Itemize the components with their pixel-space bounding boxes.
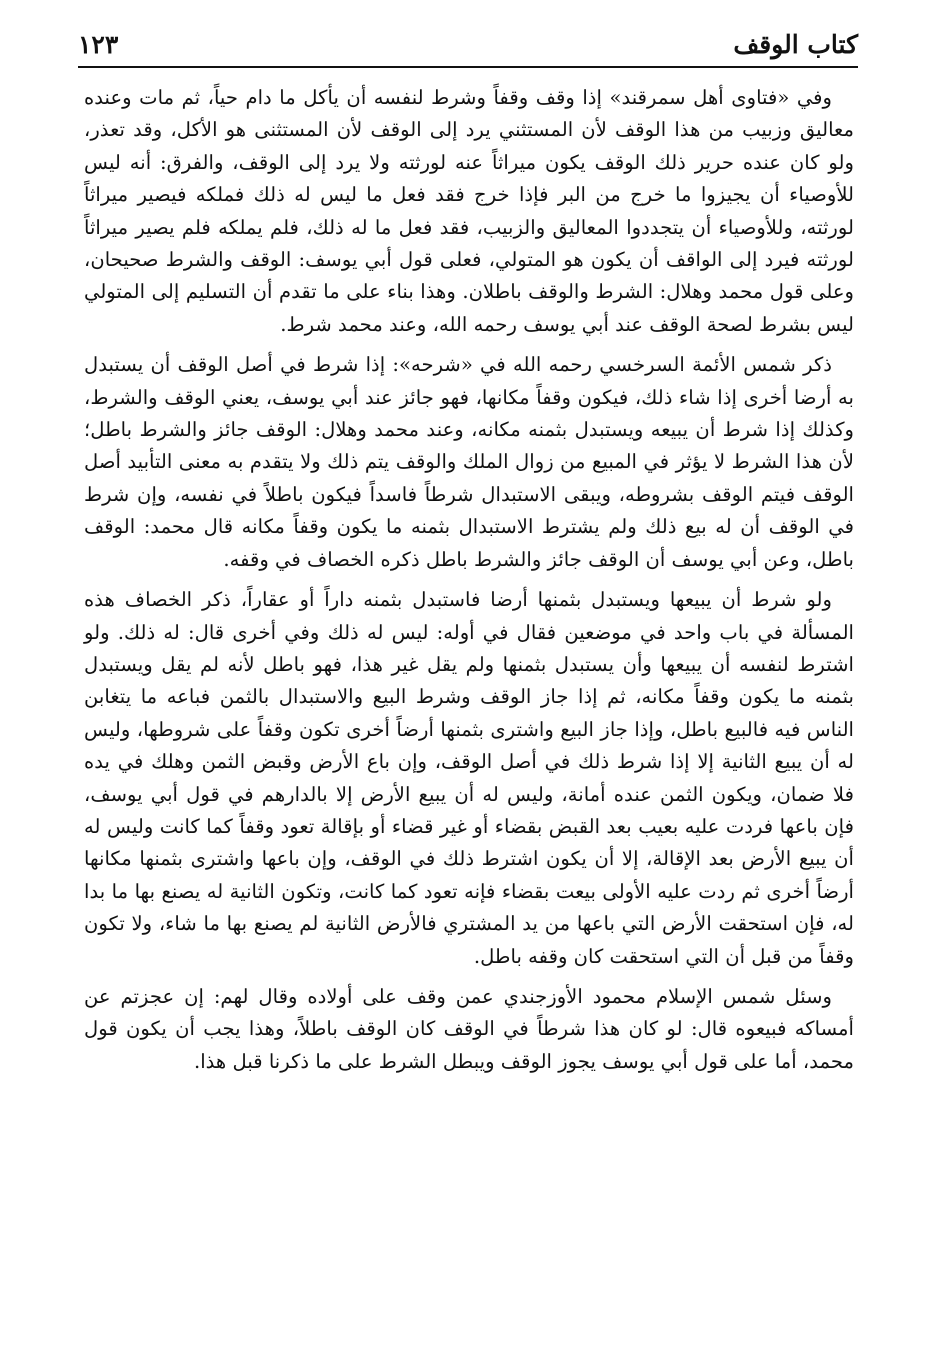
header-rule xyxy=(78,66,858,68)
paragraph: وسئل شمس الإسلام محمود الأوزجندي عمن وقف على أولاده وقال لهم: إن عجزتم عن أمساكه فبيعوه قال: لو كان هذا شرطاً في الوقف كان الوقف باطلاً، وهذا يجب أن يكون قول محمد، أما على قول أبي يوسف يجوز الوقف ويبطل الشرط على ما ذكرنا قبل هذا. xyxy=(84,984,854,1073)
page-number: ١٢٣ xyxy=(78,30,119,59)
paragraph: ذكر شمس الأئمة السرخسي رحمه الله في «شرحه»: إذا شرط في أصل الوقف أن يستبدل به أرضا أخرى إذا شاء ذلك، فيكون وقفاً مكانها، فهو جائز عند أبي يوسف، يعني الوقف والشرط، وكذلك إذا شرط أن يبيعه ويستبدل بثمنه مكانه، وعند محمد وهلال: الوقف جائز والشرط باطل؛ لأن هذا الشرط لا يؤثر في المبيع من زوال الملك والوقف يتم ذلك ولا يتقدم به معنى التأبيد أصل الوقف فيتم الوقف بشروطه، ويبقى الاستبدال شرطاً فاسداً فيكون باطلاً في نفسه، وإن شرط في الوقف أن له بيع ذلك ولم يشترط الاستبدال بثمنه ما يكون وقفاً مكانه قال محمد: الوقف باطل، وعن أبي يوسف أن الوقف جائز والشرط باطل ذكره الخصاف في وقفه. xyxy=(84,353,854,571)
paragraph: وفي «فتاوى أهل سمرقند» إذا وقف وقفاً وشرط لنفسه أن يأكل ما دام حياً، ثم مات وعنده معاليق وزبيب من هذا الوقف لأن المستثني يرد إلى الوقف لأن المستثنى هو الأكل، وقد تعذر، ولو كان عنده حرير ذلك الوقف يكون ميراثاً عنه لورثته ولا يرد إلى الوقف، والفرق: أنه ليس للأوصياء أن يجيزوا ما خرج من البر فإذا خرج فقد فعل ما ليس له ذلك فملكه فيصير ميراثاً لورثته، وللأوصياء أن يتجددوا المعاليق والزبيب، فقد فعل ما له ذلك، فلم يملكه فلم يصير ميراثاً لورثته فيرد إلى الواقف أن يكون هو المتولي، فعلى قول أبي يوسف: الوقف والشرط صحيحان، وعلى قول محمد وهلال: الشرط والوقف باطلان. وهذا بناء على ما تقدم أن التسليم إلى المتولي ليس بشرط لصحة الوقف عند أبي يوسف رحمه الله، وعند محمد شرط. xyxy=(84,86,854,336)
paragraph: ولو شرط أن يبيعها ويستبدل بثمنها أرضا فاستبدل بثمنه داراً أو عقاراً، ذكر الخصاف هذه المسألة في باب واحد في موضعين فقال في أوله: ليس له ذلك وفي أخرى قال: له ذلك. ولو اشترط لنفسه أن يبيعها وأن يستبدل بثمنها ولم يقل غير هذا، فهو باطل لأنه لم يقل ويستبدل بثمنه ما يكون وقفاً مكانه، ثم إذا جاز الوقف وشرط البيع والاستبدال بالثمن فباعه ما يتغابن الناس فيه فالبيع باطل، وإذا جاز البيع واشترى بثمنها أرضاً أخرى تكون وقفاً على شروطها، وليس له أن يبيع الثانية إلا إذا شرط ذلك في أصل الوقف، وإن باع الأرض وقبض الثمن وهلك في يده فلا ضمان، ويكون الثمن عنده أمانة، وليس له أن يبيع الأرض إلا بالدارهم في قول أبي يوسف، فإن باعها فردت عليه بعيب بعد القبض بقضاء أو غير قضاء أو بإقالة تعود وقفاً كما كانت وليس له أن يبيع الأرض بعد الإقالة، إلا أن يكون اشترط ذلك في الوقف، وإن باعها واشترى بثمنها مكانها أرضاً أخرى ثم ردت عليه الأولى بيعت بقضاء فإنه تعود كما كانت، وتكون الثانية له يصنع بها ما بدا له، فإن استحقت الأرض التي باعها من يد المشتري فالأرض الثانية لم يصنع بها ما شاء، ولا تكون وقفاً من قبل أن التي استحقت كان وقفه باطل. xyxy=(84,588,854,968)
body-text xyxy=(84,82,854,1322)
running-header xyxy=(78,26,858,66)
chapter-title: كتاب الوقف xyxy=(733,30,858,59)
